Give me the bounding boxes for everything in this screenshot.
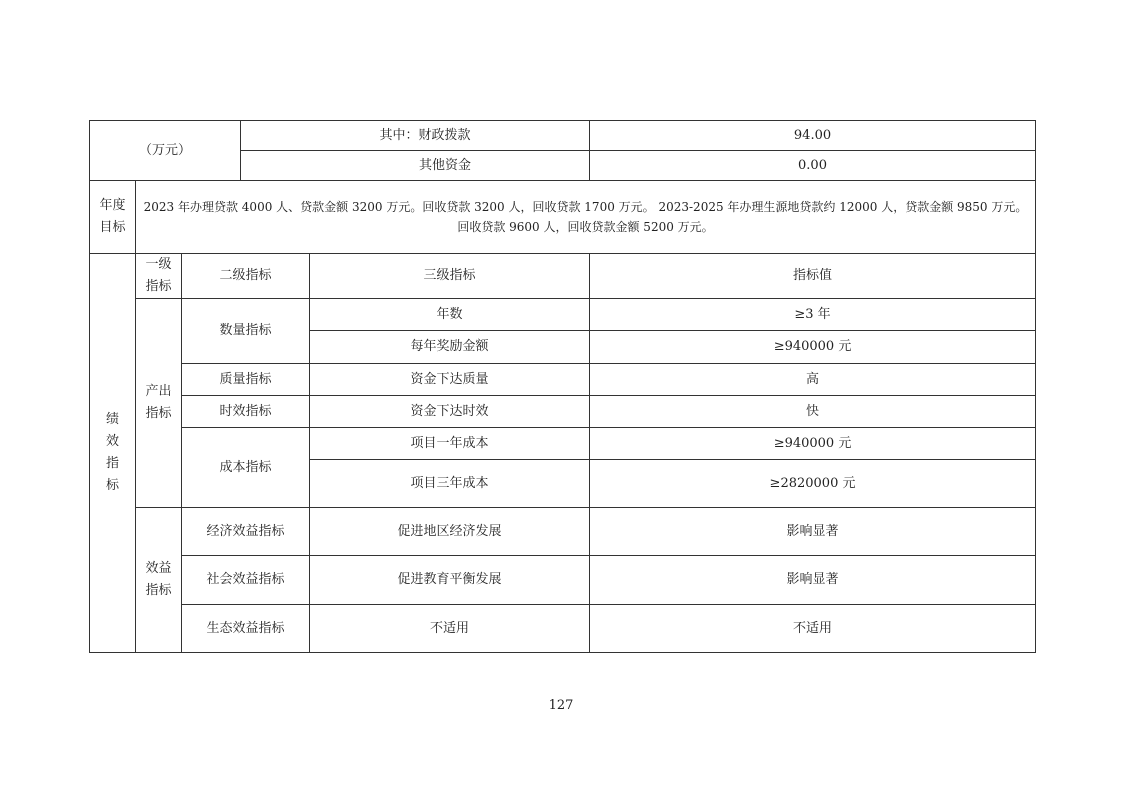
funding-value-fiscal: 94.00	[590, 121, 1036, 151]
economic-benefit-label: 经济效益指标	[182, 508, 310, 556]
header-level3: 三级指标	[310, 254, 590, 299]
indicator-row	[90, 605, 1036, 653]
annual-goal-row	[90, 181, 1036, 254]
indicator-value: 快	[590, 396, 1036, 428]
indicator-value: 高	[590, 364, 1036, 396]
quantity-indicator-label: 数量指标	[182, 299, 310, 364]
performance-target-table	[89, 120, 1036, 653]
funding-unit-label: （万元）	[90, 121, 241, 181]
cost-indicator-label: 成本指标	[182, 428, 310, 508]
indicator-header-row	[90, 254, 1036, 299]
social-benefit-label: 社会效益指标	[182, 556, 310, 605]
funding-value-other: 0.00	[590, 151, 1036, 181]
indicator-row	[90, 396, 1036, 428]
indicator-value: 不适用	[590, 605, 1036, 653]
indicator-row	[90, 508, 1036, 556]
indicator-row	[90, 556, 1036, 605]
indicator-name: 不适用	[310, 605, 590, 653]
indicator-name: 项目一年成本	[310, 428, 590, 460]
funding-label-fiscal: 其中：财政拨款	[241, 121, 590, 151]
funding-label-other: 其他资金	[241, 151, 590, 181]
indicator-name: 资金下达时效	[310, 396, 590, 428]
indicator-value: 影响显著	[590, 556, 1036, 605]
timeliness-indicator-label: 时效指标	[182, 396, 310, 428]
header-value: 指标值	[590, 254, 1036, 299]
indicator-value: ≥940000 元	[590, 428, 1036, 460]
page-number: 127	[548, 698, 574, 713]
indicator-value: 影响显著	[590, 508, 1036, 556]
benefit-group-label: 效益 指标	[136, 508, 182, 653]
performance-section-label: 绩 效 指 标	[90, 254, 136, 653]
indicator-row	[90, 428, 1036, 460]
indicator-value: ≥2820000 元	[590, 460, 1036, 508]
indicator-name: 促进地区经济发展	[310, 508, 590, 556]
indicator-name: 项目三年成本	[310, 460, 590, 508]
annual-goal-label: 年度 目标	[90, 181, 136, 254]
indicator-value: ≥940000 元	[590, 331, 1036, 364]
quality-indicator-label: 质量指标	[182, 364, 310, 396]
indicator-value: ≥3 年	[590, 299, 1036, 331]
indicator-row	[90, 364, 1036, 396]
header-level1: 一级 指标	[136, 254, 182, 299]
output-group-label: 产出 指标	[136, 299, 182, 508]
indicator-row	[90, 299, 1036, 331]
indicator-name: 资金下达质量	[310, 364, 590, 396]
header-level2: 二级指标	[182, 254, 310, 299]
indicator-name: 年数	[310, 299, 590, 331]
indicator-name: 每年奖励金额	[310, 331, 590, 364]
ecological-benefit-label: 生态效益指标	[182, 605, 310, 653]
funding-row-fiscal	[90, 121, 1036, 151]
indicator-name: 促进教育平衡发展	[310, 556, 590, 605]
annual-goal-text: 2023 年办理贷款 4000 人、贷款金额 3200 万元。回收贷款 3200 人，回收贷款 1700 万元。 2023-2025 年办理生源地贷款约 12000 人，贷款金额 9850 万元。回收贷款 9600 人，回收贷款金额 5200 万元。	[136, 181, 1036, 254]
